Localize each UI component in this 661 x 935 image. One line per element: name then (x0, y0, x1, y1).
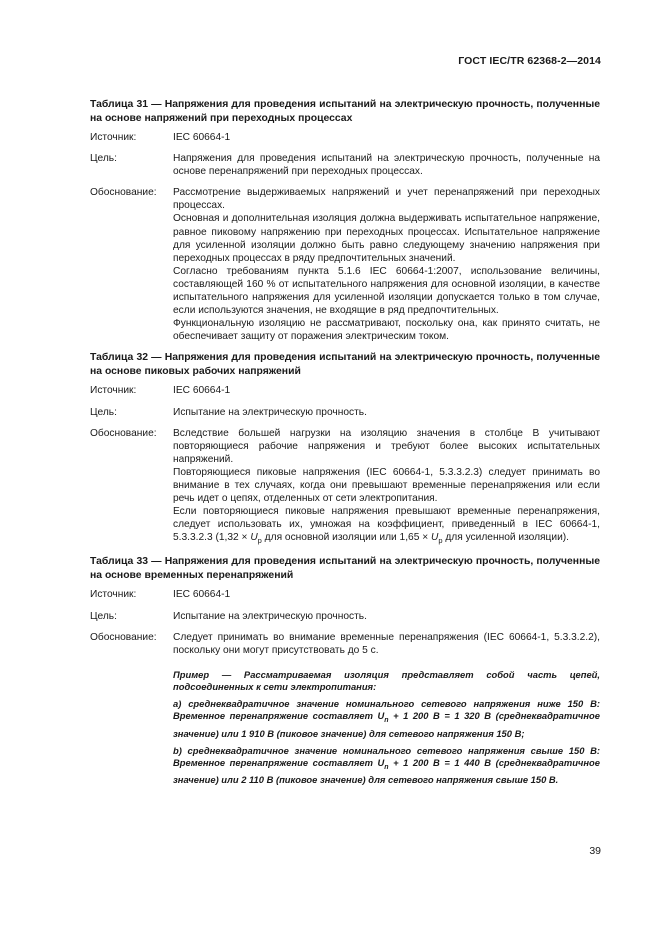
paragraph: Повторяющиеся пиковые напряжения (IEC 60664-1, 5.3.3.2.3) следует принимать во внимание в тех случаях, когда они превышают временные перенапряжения или если речь идет о цепях, отделенных от сети электропитания. (173, 466, 600, 505)
row-source (90, 384, 600, 397)
row-rationale (90, 427, 600, 548)
value-goal: Испытание на электрическую прочность. (173, 610, 367, 622)
math-var: U (377, 756, 385, 768)
label-source: Источник: (90, 385, 137, 397)
section-title: Таблица 31 — Напряжения для проведения испытаний на электрическую прочность, полученные на основе напряжений при переходных процессах (90, 99, 600, 124)
value-source: IEC 60664-1 (173, 589, 231, 601)
value-goal: Испытание на электрическую прочность. (173, 406, 367, 418)
math-subscript: n (384, 717, 389, 725)
value-rationale (173, 631, 600, 792)
label-rationale: Обоснование: (90, 187, 157, 199)
value-source: IEC 60664-1 (173, 132, 231, 143)
math-var: U (250, 532, 258, 544)
label-goal: Цель: (90, 406, 117, 418)
page-number: 39 (589, 845, 601, 857)
text-run: для усиленной изоляции). (442, 532, 569, 544)
value-goal: Напряжения для проведения испытаний на электрическую прочность, полученные на основе перенапряжений при переходных процессах. (173, 153, 600, 178)
section-table-33 (90, 555, 600, 791)
math-subscript: n (384, 763, 389, 771)
value-rationale (173, 186, 600, 343)
math-subscript: p (257, 536, 262, 546)
row-goal (90, 406, 600, 419)
math-var: U (430, 532, 439, 544)
value-rationale (173, 427, 600, 548)
math-var: U (377, 710, 385, 722)
paragraph: Рассмотрение выдерживаемых напряжений и учет перенапряжений при переходных процессах. (173, 187, 600, 212)
paragraph (173, 505, 600, 547)
paragraph: Следует принимать во внимание временные перенапряжения (IEC 60664-1, 5.3.3.2.2), поскольку они могут присутствовать до 5 с. (173, 631, 600, 656)
label-rationale: Обоснование: (90, 427, 157, 439)
document-body (90, 98, 600, 799)
text-run: a) среднеквадратичное значение номинального сетевого напряжения ниже 150 В: Временное перенапряжение составляет (173, 698, 600, 722)
label-goal: Цель: (90, 610, 117, 622)
paragraph: Согласно требованиям пункта 5.1.6 IEC 60664-1:2007, использование величины, составляющей 160 % от испытательного напряжения для основной изоляции, в качестве испытательного напряжения для усиленной изоляции допускается только в том случае, если используются значения, не входящие в ряд предпочтительных. (173, 265, 600, 317)
example-note (173, 669, 600, 786)
text-run: Если повторяющиеся пиковые напряжения превышают временные перенапряжения, следует использовать их, умножая на коэффициент, приведенный в IEC 60664-1, 5.3.3.2.3 (1,32 × (173, 506, 600, 544)
row-goal (90, 152, 600, 178)
section-title: Таблица 33 — Напряжения для проведения испытаний на электрическую прочность, полученные на основе временных перенапряжений (90, 556, 600, 581)
paragraph: Функциональную изоляцию не рассматривают, поскольку она, как принято считать, не обеспечивает защиту от поражения электрическим током. (173, 318, 600, 343)
text-run: + 1 200 В = 1 320 В (среднеквадратичное значение) или 1 910 В (пиковое значение) для сетевого напряжения 150 В; (173, 710, 600, 739)
document-header: ГОСТ IEC/TR 62368-2—2014 (458, 55, 601, 67)
text-run: + 1 200 В = 1 440 В (среднеквадратичное значение) или 2 110 В (пиковое значение) для сетевого напряжения свыше 150 В. (173, 756, 600, 786)
section-table-31 (90, 98, 600, 343)
label-goal: Цель: (90, 153, 117, 165)
row-goal (90, 610, 600, 623)
row-rationale (90, 631, 600, 792)
paragraph: Основная и дополнительная изоляция должна выдерживать испытательное напряжение, равное пиковому напряжению при переходных процессах. Испытательное напряжение для усиленной изоляции должно быть равно следующему значению напряжения при переходных процессах в ряду предпочтительных значений. (173, 213, 600, 264)
label-rationale: Обоснование: (90, 631, 157, 643)
row-source (90, 588, 600, 601)
value-source: IEC 60664-1 (173, 385, 231, 397)
paragraph: Вследствие большей нагрузки на изоляцию значения в столбце B учитывают повторяющиеся рабочие напряжения и требуют более высоких испытательных напряжений. (173, 427, 600, 465)
note-intro: Пример — Рассматриваемая изоляция представляет собой часть цепей, подсоединенных к сети электропитания: (173, 668, 600, 693)
label-source: Источник: (90, 132, 137, 143)
label-source: Источник: (90, 589, 137, 601)
section-title: Таблица 32 — Напряжения для проведения испытаний на электрическую прочность, полученные на основе пиковых рабочих напряжений (90, 352, 600, 377)
text-run: b) среднеквадратичное значение номинального сетевого напряжения свыше 150 В: Временное перенапряжение составляет (173, 744, 600, 768)
note-item-b (173, 745, 600, 786)
row-source (90, 131, 600, 144)
note-item-a (173, 698, 600, 739)
section-table-32 (90, 351, 600, 547)
math-subscript: p (438, 536, 443, 546)
row-rationale (90, 186, 600, 343)
text-run: для основной изоляции или 1,65 × (261, 532, 431, 544)
